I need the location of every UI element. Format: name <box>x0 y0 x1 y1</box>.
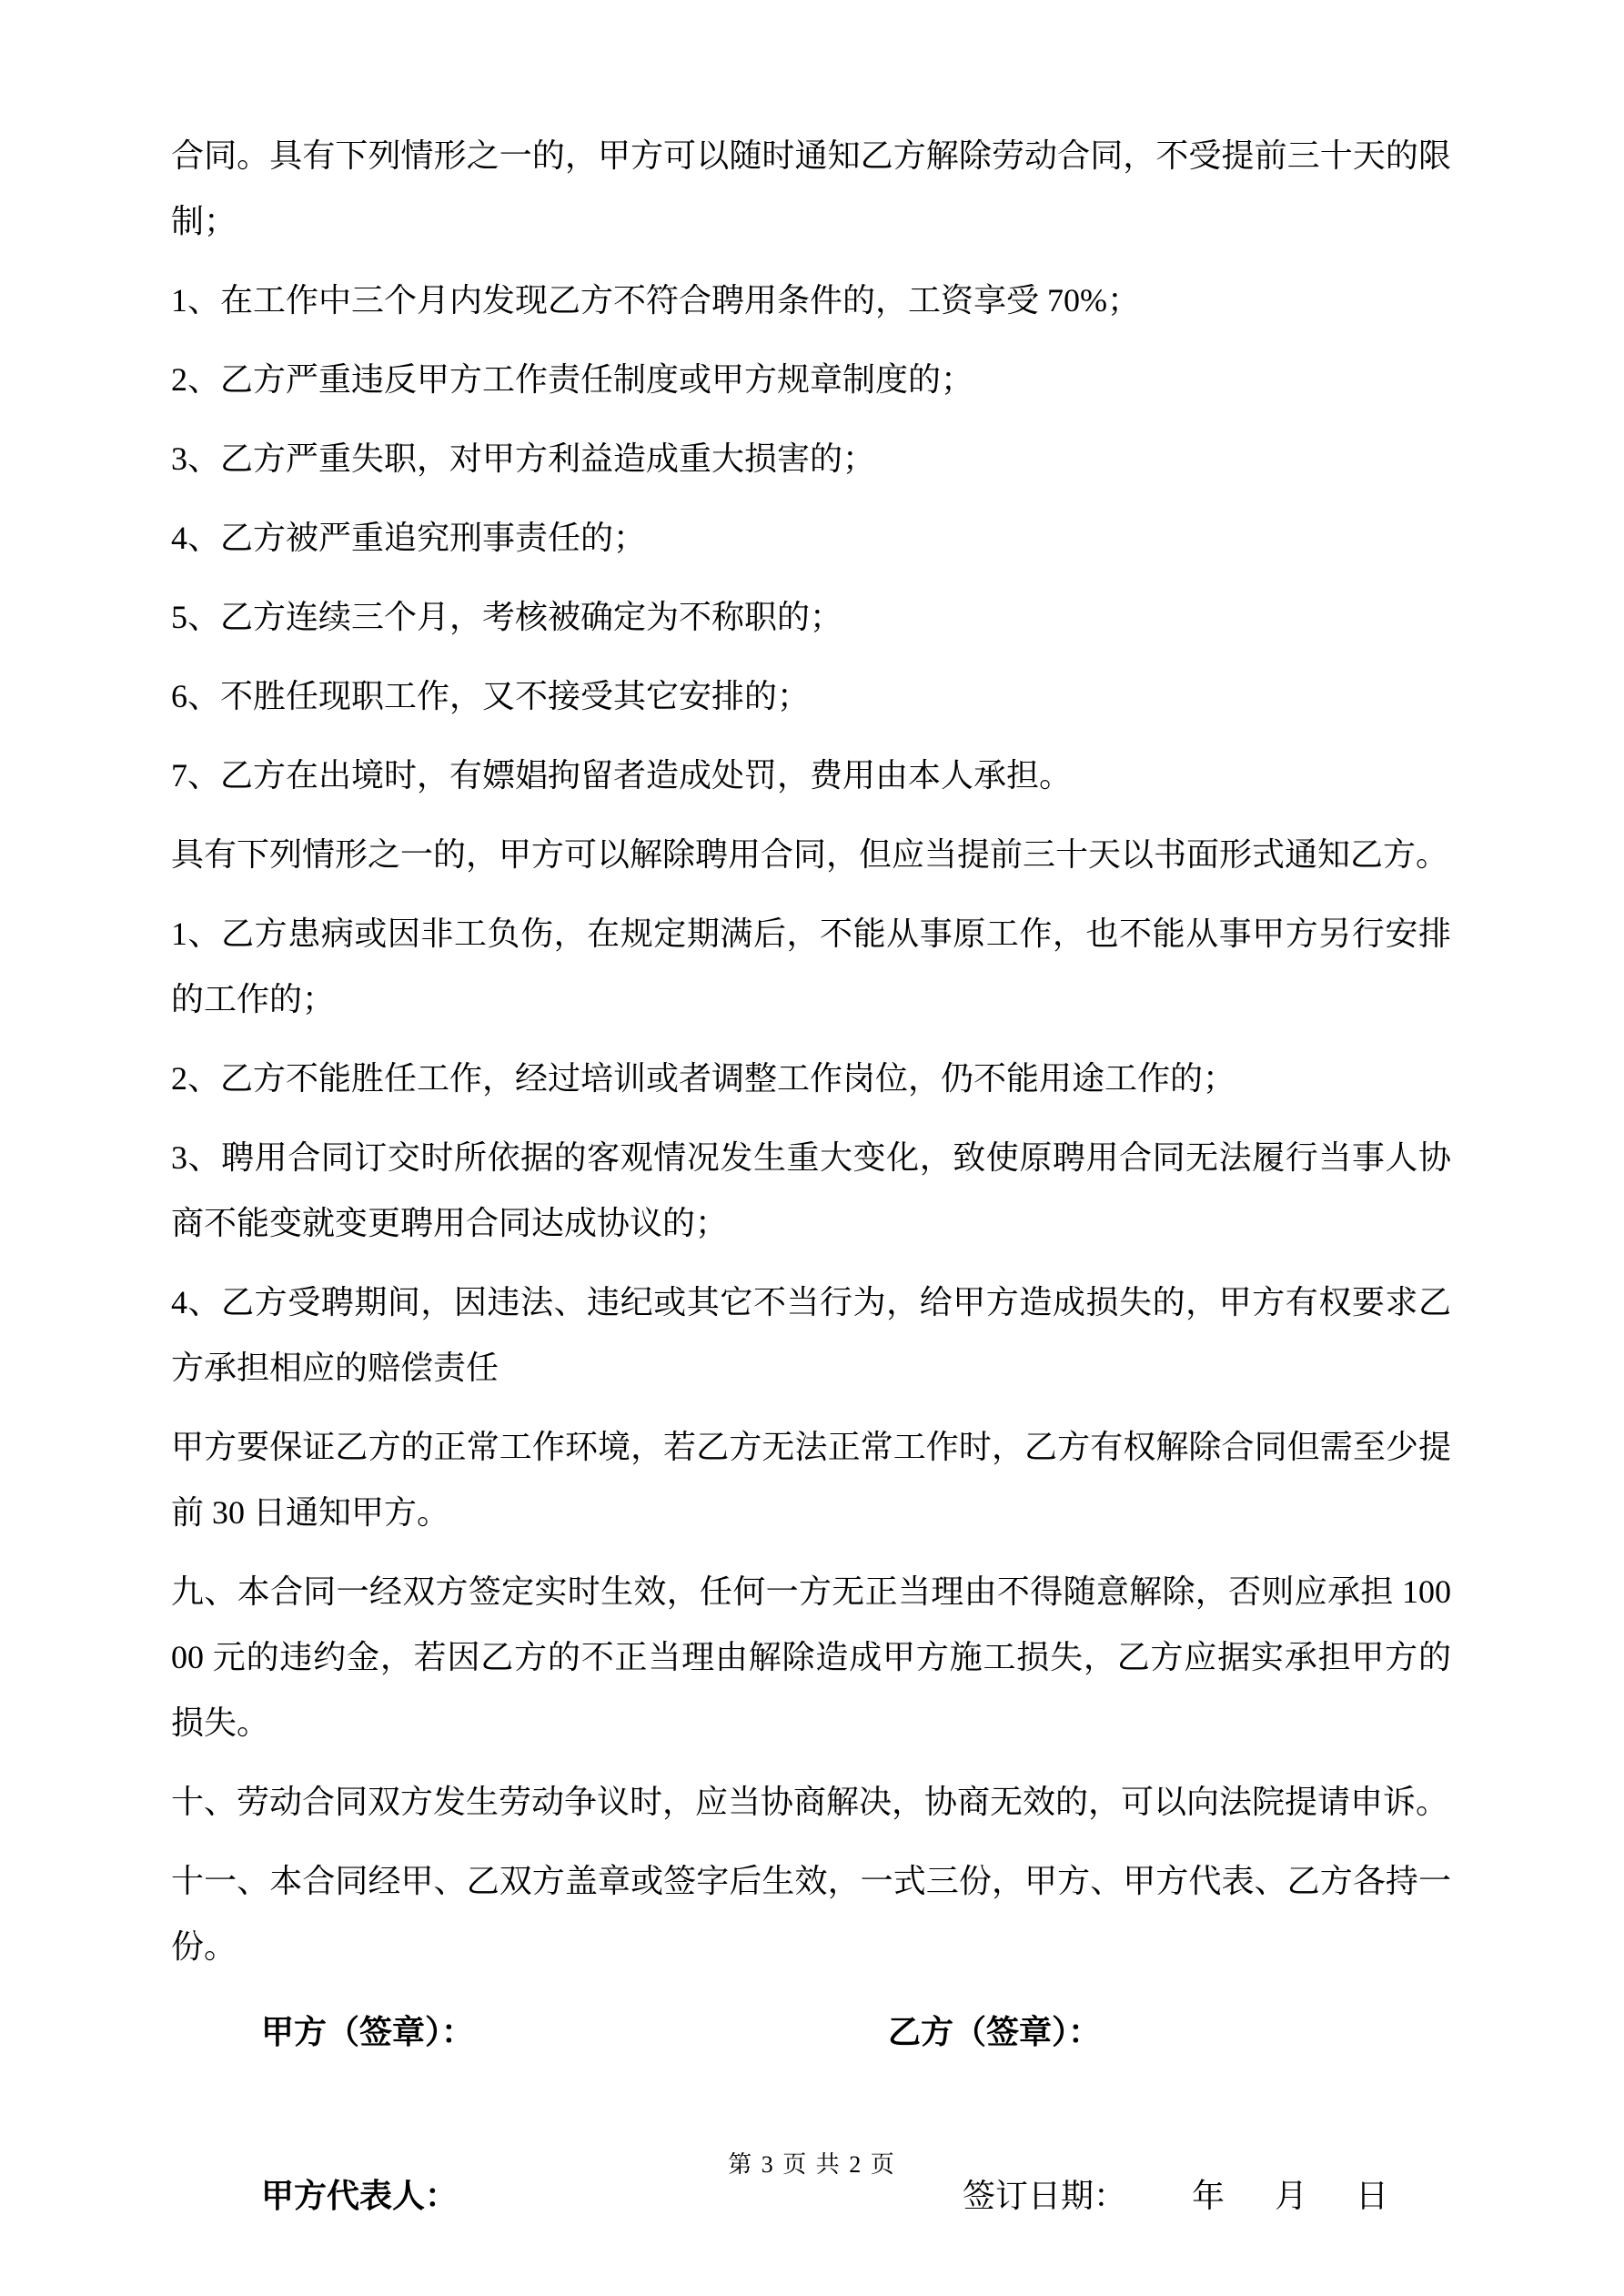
day-label: 日 <box>1356 2178 1389 2214</box>
year-label: 年 <box>1192 2178 1226 2214</box>
paragraph-termination-intro: 具有下列情形之一的，甲方可以解除聘用合同，但应当提前三十天以书面形式通知乙方。 <box>171 836 1449 873</box>
party-b-seal-label: 乙方（签章）： <box>888 2014 1102 2050</box>
clause-item-4: 4、乙方被严重追究刑事责任的； <box>171 520 647 556</box>
clause-item-5: 5、乙方连续三个月，考核被确定为不称职的； <box>171 599 843 635</box>
clause-item-3: 3、乙方严重失职，对甲方利益造成重大损害的； <box>171 440 876 477</box>
termination-item-1: 1、乙方患病或因非工负伤，在规定期满后，不能从事原工作，也不能从事甲方另行安排的工作的； <box>171 915 1451 1017</box>
month-label: 月 <box>1275 2178 1308 2214</box>
clause-ten: 十、劳动合同双方发生劳动争议时，应当协商解决，协商无效的，可以向法院提请申诉。 <box>171 1784 1449 1820</box>
paragraph-work-environment: 甲方要保证乙方的正常工作环境，若乙方无法正常工作时，乙方有权解除合同但需至少提前 30 日通知甲方。 <box>171 1429 1451 1531</box>
clause-eleven: 十一、本合同经甲、乙双方盖章或签字后生效，一式三份，甲方、甲方代表、乙方各持一份。 <box>171 1863 1451 1965</box>
signature-row-seals <box>171 1999 1451 2065</box>
clause-item-2: 2、乙方严重违反甲方工作责任制度或甲方规章制度的； <box>171 361 974 398</box>
party-a-seal-label: 甲方（签章）： <box>261 2014 475 2050</box>
paragraph-intro: 合同。具有下列情形之一的，甲方可以随时通知乙方解除劳动合同，不受提前三十天的限制； <box>171 137 1451 239</box>
contract-body <box>171 123 1451 1979</box>
clause-item-1: 1、在工作中三个月内发现乙方不符合聘用条件的，工资享受 70%； <box>171 282 1140 319</box>
clause-item-6: 6、不胜任现职工作，又不接受其它安排的； <box>171 678 811 714</box>
termination-item-3: 3、聘用合同订交时所依据的客观情况发生重大变化，致使原聘用合同无法履行当事人协商不能变就变更聘用合同达成协议的； <box>171 1139 1451 1241</box>
termination-item-4: 4、乙方受聘期间，因违法、违纪或其它不当行为，给甲方造成损失的，甲方有权要求乙方承担相应的赔偿责任 <box>171 1284 1451 1386</box>
clause-item-7: 7、乙方在出境时，有嫖娼拘留者造成处罚，费用由本人承担。 <box>171 757 1073 794</box>
party-a-representative-label: 甲方代表人： <box>261 2178 459 2214</box>
page-footer: 第 3 页 共 2 页 <box>728 2151 896 2178</box>
clause-nine: 九、本合同一经双方签定实时生效，任何一方无正当理由不得随意解除，否则应承担 10000 元的违约金，若因乙方的不正当理由解除造成甲方施工损失，乙方应据实承担甲方的损失。 <box>171 1573 1451 1741</box>
termination-item-2: 2、乙方不能胜任工作，经过培训或者调整工作岗位，仍不能用途工作的； <box>171 1060 1236 1097</box>
sign-date-label: 签订日期： <box>963 2178 1127 2214</box>
